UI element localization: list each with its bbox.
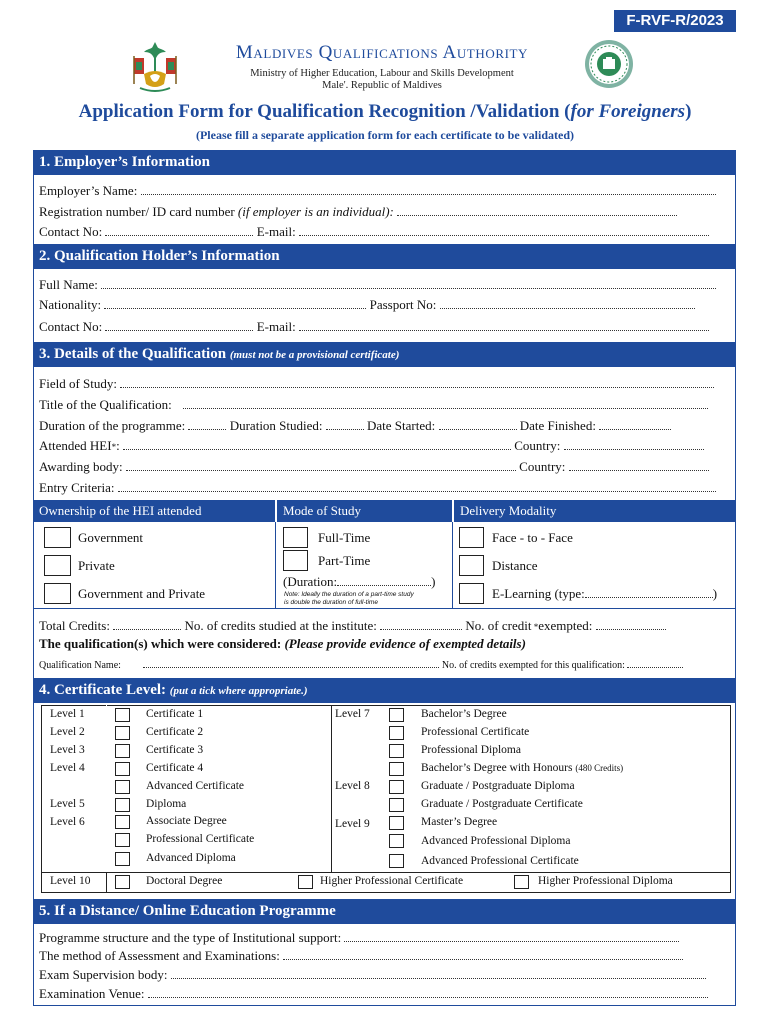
form-code-tag: F-RVF-R/2023 <box>614 10 736 32</box>
qualification-title-row <box>39 396 729 414</box>
awarding-body-label: Awarding body: <box>39 459 123 474</box>
registration-label: Registration number/ ID card number <box>39 204 235 219</box>
employer-name-label: Employer’s Name: <box>39 183 138 198</box>
government-label: Government <box>78 530 143 545</box>
certificate-2-checkbox[interactable] <box>115 726 130 740</box>
venue-field[interactable] <box>148 986 708 998</box>
certificate-3-checkbox[interactable] <box>115 744 130 758</box>
section-4-note: (put a tick where appropriate.) <box>169 685 308 697</box>
registration-note: (if employer is an individual): <box>237 204 394 219</box>
section-3-header <box>33 342 736 367</box>
section-2-header: 2. Qualification Holder’s Information <box>33 244 736 269</box>
bachelors-degree-label: Bachelor’s Degree <box>421 708 507 720</box>
ownership-header: Ownership of the HEI attended <box>33 500 275 522</box>
column-divider <box>275 522 276 608</box>
qualification-name-field[interactable] <box>143 659 439 668</box>
part-time-note <box>284 591 414 607</box>
section-3-note: (must not be a provisional certificate) <box>229 349 400 361</box>
part-time-duration-label: (Duration: <box>283 574 338 589</box>
bachelors-degree-checkbox[interactable] <box>389 708 404 722</box>
bachelors-honours-label: Bachelor’s Degree with Honours <box>421 762 573 774</box>
qualification-name-label: Qualification Name: <box>39 660 121 671</box>
private-checkbox[interactable] <box>44 555 71 576</box>
awarding-body-field[interactable] <box>126 459 516 471</box>
assessment-row <box>39 947 729 965</box>
holder-contact-field[interactable] <box>105 319 253 331</box>
considered-label: The qualification(s) which were considered: <box>39 636 282 651</box>
doctoral-degree-checkbox[interactable] <box>115 875 130 889</box>
form-title <box>0 101 770 123</box>
exempted-word: exempted: <box>538 618 593 633</box>
certificate-4-checkbox[interactable] <box>115 762 130 776</box>
duration-studied-label: Duration Studied: <box>229 418 323 433</box>
total-credits-field[interactable] <box>113 618 181 630</box>
certificate-4-label: Certificate 4 <box>146 762 204 774</box>
certificate-level-table <box>41 705 731 893</box>
employer-name-field[interactable] <box>141 183 716 195</box>
assessment-field[interactable] <box>283 948 683 960</box>
nationality-label: Nationality: <box>39 297 102 312</box>
date-finished-label: Date Finished: <box>519 418 596 433</box>
professional-diploma-checkbox[interactable] <box>389 744 404 758</box>
considered-note: (Please provide evidence of exempted details) <box>284 636 526 651</box>
holder-email-field[interactable] <box>299 319 709 331</box>
l6-professional-certificate-checkbox[interactable] <box>115 833 130 847</box>
graduate-certificate-checkbox[interactable] <box>389 798 404 812</box>
hei-country-label: Country: <box>514 438 561 453</box>
awarding-country-field[interactable] <box>569 459 709 471</box>
credits-institute-label: No. of credits studied at the institute: <box>184 618 377 633</box>
level-3-label: Level 3 <box>50 744 85 756</box>
full-name-field[interactable] <box>101 277 716 289</box>
advanced-diploma-checkbox[interactable] <box>115 852 130 866</box>
advanced-certificate-checkbox[interactable] <box>115 780 130 794</box>
awarding-country-label: Country: <box>519 459 566 474</box>
spacer <box>106 705 107 872</box>
org-name: Maldives Qualifications Authority <box>235 42 529 63</box>
awarding-body-row <box>39 458 729 476</box>
full-time-checkbox[interactable] <box>283 527 308 548</box>
face-to-face-label: Face - to - Face <box>492 530 573 545</box>
part-time-note-line-2: is double the duration of full-time <box>284 599 378 606</box>
level-1-label: Level 1 <box>50 708 85 720</box>
full-time-label: Full-Time <box>318 530 371 545</box>
associate-degree-checkbox[interactable] <box>115 815 130 829</box>
field-of-study-field[interactable] <box>120 376 714 388</box>
e-learning-checkbox[interactable] <box>459 583 484 604</box>
section-4-header <box>33 678 736 703</box>
field-of-study-row <box>39 375 729 393</box>
assessment-label: The method of Assessment and Examinations: <box>39 948 280 963</box>
qualification-title-label: Title of the Qualification: <box>39 397 172 412</box>
level-7-label: Level 7 <box>335 708 370 720</box>
diploma-checkbox[interactable] <box>115 798 130 812</box>
entry-criteria-field[interactable] <box>118 480 716 492</box>
total-credits-label: Total Credits: <box>39 618 110 633</box>
bachelors-honours-row <box>421 762 623 774</box>
passport-field[interactable] <box>440 297 695 309</box>
qualification-title-field[interactable] <box>183 397 708 409</box>
certificate-2-label: Certificate 2 <box>146 726 204 738</box>
level-5-label: Level 5 <box>50 798 85 810</box>
section-1-header: 1. Employer’s Information <box>33 150 736 175</box>
duration-programme-label: Duration of the programme: <box>39 418 186 433</box>
employer-name-row <box>39 182 729 200</box>
bachelors-honours-checkbox[interactable] <box>389 762 404 776</box>
advanced-professional-certificate-checkbox[interactable] <box>389 854 404 868</box>
column-divider <box>452 522 453 608</box>
passport-label: Passport No: <box>369 297 437 312</box>
entry-criteria-label: Entry Criteria: <box>39 480 115 495</box>
hei-country-field[interactable] <box>564 438 704 450</box>
part-time-duration: (Duration: ) <box>283 574 436 589</box>
credits-exempted-this-field[interactable] <box>627 659 683 668</box>
distance-checkbox[interactable] <box>459 555 484 576</box>
form-title-text: Application Form for Qualification Recognition /Validation (for Foreigners) <box>78 101 692 122</box>
graduate-certificate-label: Graduate / Postgraduate Certificate <box>421 798 583 810</box>
national-emblem-icon <box>130 38 180 96</box>
duration-studied-field[interactable] <box>326 418 364 430</box>
advanced-professional-diploma-checkbox[interactable] <box>389 834 404 848</box>
part-time-label: Part-Time <box>318 553 371 568</box>
mqa-logo-icon <box>583 38 635 90</box>
advanced-certificate-label: Advanced Certificate <box>146 780 245 792</box>
registration-field[interactable] <box>397 204 677 216</box>
holder-contact-label: Contact No: <box>39 319 103 334</box>
part-time-duration-field[interactable] <box>337 574 431 586</box>
part-time-note-line-1: Note: Ideally the duration of a part-time study <box>284 591 414 598</box>
private-label: Private <box>78 558 115 573</box>
professional-diploma-label: Professional Diploma <box>421 744 521 756</box>
section-4-title: 4. Certificate Level: <box>39 682 167 698</box>
nationality-row <box>39 296 729 314</box>
table-divider <box>41 872 731 873</box>
employer-email-field[interactable] <box>299 224 709 236</box>
nationality-field[interactable] <box>104 297 366 309</box>
employer-contact-row <box>39 223 729 241</box>
section-3-title: 3. Details of the Qualification <box>39 346 227 362</box>
government-checkbox[interactable] <box>44 527 71 548</box>
full-name-label: Full Name: <box>39 277 98 292</box>
level-2-label: Level 2 <box>50 726 85 738</box>
higher-professional-diploma-label: Higher Professional Diploma <box>538 875 673 887</box>
certificate-1-label: Certificate 1 <box>146 708 204 720</box>
employer-contact-label: Contact No: <box>39 224 103 239</box>
programme-structure-field[interactable] <box>344 930 679 942</box>
attended-hei-row: Attended HEI*: Country: <box>39 437 729 455</box>
venue-row <box>39 985 729 1003</box>
advanced-diploma-label: Advanced Diploma <box>146 852 236 864</box>
certificate-3-label: Certificate 3 <box>146 744 204 756</box>
associate-degree-label: Associate Degree <box>146 815 227 827</box>
advanced-professional-diploma-label: Advanced Professional Diploma <box>421 835 571 847</box>
mode-header: Mode of Study <box>277 500 452 522</box>
graduate-diploma-checkbox[interactable] <box>389 780 404 794</box>
l7-professional-certificate-label: Professional Certificate <box>421 726 530 738</box>
delivery-header: Delivery Modality <box>454 500 736 522</box>
higher-professional-diploma-checkbox[interactable] <box>514 875 529 889</box>
part-time-checkbox[interactable] <box>283 550 308 571</box>
section-5-header: 5. If a Distance/ Online Education Programme <box>33 899 736 924</box>
gov-private-checkbox[interactable] <box>44 583 71 604</box>
higher-professional-certificate-label: Higher Professional Certificate <box>320 875 464 887</box>
l7-professional-certificate-checkbox[interactable] <box>389 726 404 740</box>
org-address: Male'. Republic of Maldives <box>322 80 442 91</box>
higher-professional-certificate-checkbox[interactable] <box>298 875 313 889</box>
credits-row: Total Credits: No. of credits studied at the institute: No. of credit *exempted: <box>39 617 729 635</box>
face-to-face-checkbox[interactable] <box>459 527 484 548</box>
holder-email-label: E-mail: <box>256 319 296 334</box>
date-started-label: Date Started: <box>367 418 436 433</box>
gov-private-label: Government and Private <box>78 586 206 601</box>
credits-institute-field[interactable] <box>380 618 462 630</box>
advanced-professional-certificate-label: Advanced Professional Certificate <box>421 855 579 867</box>
date-finished-field[interactable] <box>599 418 671 430</box>
holder-contact-row <box>39 318 729 336</box>
e-learning-row: E-Learning (type: ) <box>492 586 718 601</box>
graduate-diploma-label: Graduate / Postgraduate Diploma <box>421 780 575 792</box>
e-learning-label: E-Learning (type: <box>492 586 585 601</box>
entry-criteria-row <box>39 479 729 497</box>
credits-exempted-field[interactable] <box>596 618 666 630</box>
registration-row <box>39 203 729 221</box>
attended-hei-label: Attended HEI <box>39 438 112 453</box>
masters-degree-label: Master’s Degree <box>421 816 498 828</box>
credits-exempted-label: No. of credit <box>465 618 532 633</box>
masters-degree-checkbox[interactable] <box>389 816 404 830</box>
table-divider <box>331 705 332 872</box>
doctoral-degree-label: Doctoral Degree <box>146 875 223 887</box>
duration-row <box>39 417 729 435</box>
level-8-label: Level 8 <box>335 780 370 792</box>
form-subtitle: (Please fill a separate application form for each certificate to be validated) <box>195 128 574 142</box>
programme-structure-row <box>39 929 729 947</box>
level-6-label: Level 6 <box>50 816 85 828</box>
employer-contact-field[interactable] <box>105 224 253 236</box>
honours-credits-note: (480 Credits) <box>575 763 624 773</box>
credits-exempted-this-label: No. of credits exempted for this qualification: <box>441 660 625 671</box>
programme-structure-label: Programme structure and the type of Institutional support: <box>39 930 342 945</box>
supervision-field[interactable] <box>171 967 706 979</box>
l6-professional-certificate-label: Professional Certificate <box>146 833 255 845</box>
considered-row <box>39 635 729 653</box>
row-divider <box>33 608 736 609</box>
table-divider <box>106 872 107 893</box>
date-started-field[interactable] <box>439 418 517 430</box>
attended-hei-field[interactable] <box>123 438 511 450</box>
qualification-name-row <box>39 657 729 675</box>
venue-label: Examination Venue: <box>39 986 145 1001</box>
supervision-row <box>39 966 729 984</box>
level-9-label: Level 9 <box>335 818 370 830</box>
level-10-label: Level 10 <box>50 875 91 887</box>
e-learning-type-field[interactable] <box>585 586 713 598</box>
distance-label: Distance <box>492 558 538 573</box>
certificate-1-checkbox[interactable] <box>115 708 130 722</box>
duration-programme-field[interactable] <box>188 418 226 430</box>
field-of-study-label: Field of Study: <box>39 376 118 391</box>
supervision-label: Exam Supervision body: <box>39 967 168 982</box>
employer-email-label: E-mail: <box>256 224 296 239</box>
level-4-label: Level 4 <box>50 762 85 774</box>
ministry-name: Ministry of Higher Education, Labour and Skills Development <box>250 68 514 79</box>
full-name-row <box>39 276 729 294</box>
diploma-label: Diploma <box>146 798 187 810</box>
